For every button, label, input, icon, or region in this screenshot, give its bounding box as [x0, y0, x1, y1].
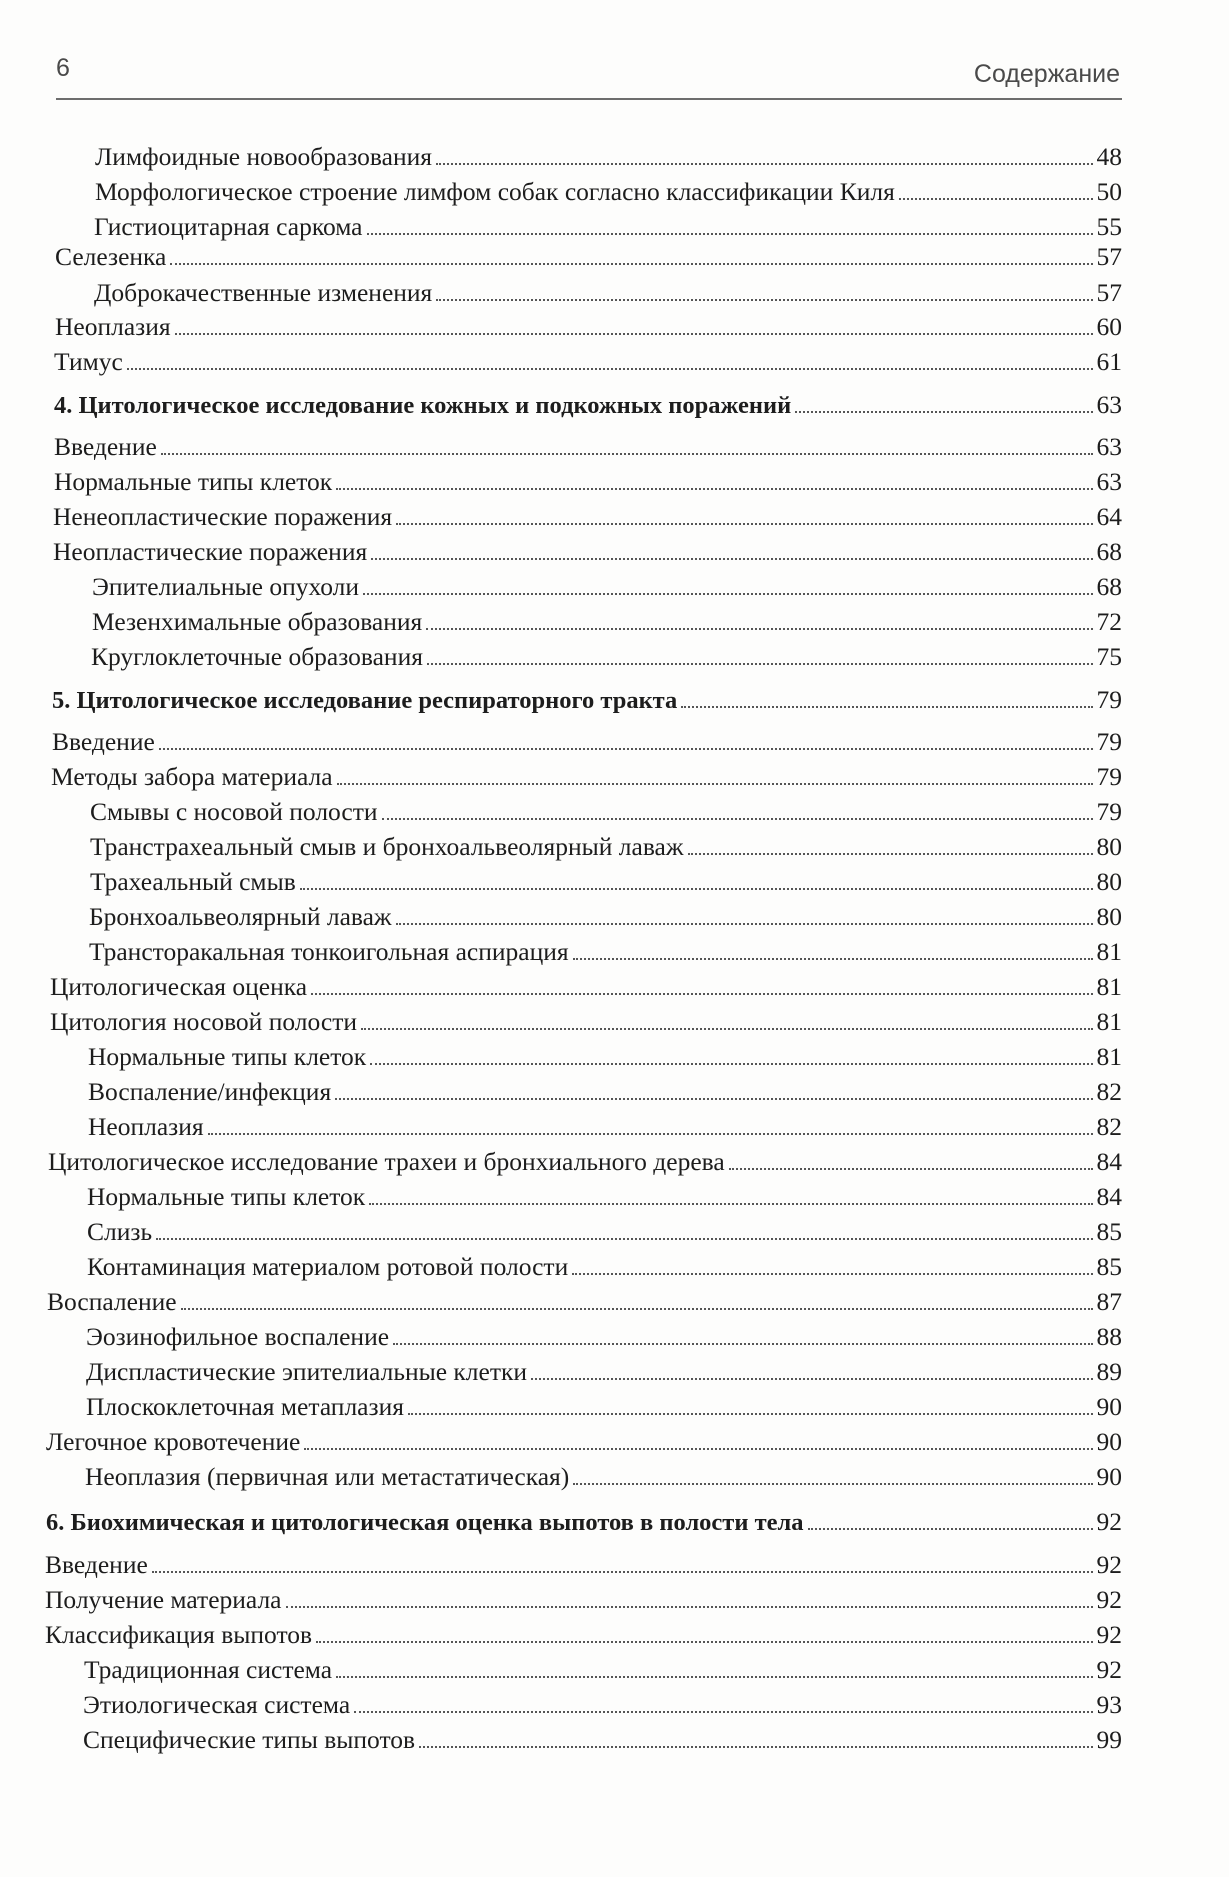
- toc-entry-page: 90: [1096, 1462, 1122, 1491]
- toc-entry: [88, 1112, 1122, 1142]
- toc-entry: [91, 642, 1122, 672]
- dot-leader: [370, 1062, 1092, 1065]
- toc-entry-title: Транстрахеальный смыв и бронхоальвеолярный лаваж: [90, 832, 684, 861]
- toc-entry: [87, 1182, 1122, 1212]
- toc-entry-title: Доброкачественные изменения: [94, 278, 433, 307]
- toc-entry-title: Эозинофильное воспаление: [86, 1322, 390, 1351]
- toc-entry: [87, 1252, 1122, 1282]
- toc-entry-page: 72: [1096, 607, 1122, 636]
- toc-entry: [89, 902, 1122, 932]
- toc-entry-page: 48: [1096, 142, 1122, 171]
- toc-entry-title: Нормальные типы клеток: [88, 1042, 367, 1071]
- toc-entry-title: Лимфоидные новообразования: [95, 142, 432, 171]
- toc-entry-page: 92: [1096, 1655, 1122, 1684]
- toc-entry-page: 89: [1096, 1357, 1122, 1386]
- dot-leader: [304, 1447, 1092, 1450]
- toc-entry: [88, 1077, 1122, 1107]
- toc-entry: [48, 1147, 1122, 1177]
- toc-entry-title: Цитологическая оценка: [50, 972, 308, 1001]
- toc-entry-page: 92: [1096, 1620, 1122, 1649]
- toc-entry-title: Смывы с носовой полости: [90, 797, 378, 826]
- toc-entry-title: Трахеальный смыв: [90, 867, 296, 896]
- toc-entry-page: 75: [1096, 642, 1122, 671]
- toc-entry-page: 80: [1096, 832, 1122, 861]
- toc-entry-page: 93: [1096, 1690, 1122, 1719]
- toc-entry-title: Нормальные типы клеток: [54, 467, 333, 496]
- toc-entry-page: 82: [1096, 1077, 1122, 1106]
- toc-entry-title: 6. Биохимическая и цитологическая оценка выпотов в полости тела: [46, 1509, 804, 1536]
- toc-entry: [85, 1462, 1122, 1492]
- dot-leader: [436, 162, 1093, 165]
- toc-entry: [84, 1655, 1122, 1685]
- toc-entry-title: Введение: [54, 432, 157, 461]
- dot-leader: [367, 232, 1093, 235]
- dot-leader: [393, 1342, 1092, 1345]
- toc-entry-page: 85: [1096, 1217, 1122, 1246]
- toc-entry: [54, 467, 1122, 497]
- dot-leader: [572, 1272, 1092, 1275]
- dot-leader: [354, 1710, 1092, 1713]
- dot-leader: [300, 887, 1093, 890]
- toc-entry-title: Гистиоцитарная саркома: [94, 212, 363, 241]
- toc-entry-title: Неоплазия: [55, 312, 171, 341]
- toc-entry-page: 92: [1096, 1550, 1122, 1579]
- toc-entry-title: Неоплазия (первичная или метастатическая): [85, 1462, 570, 1491]
- toc-entry: [54, 432, 1122, 462]
- dot-leader: [170, 262, 1092, 265]
- dot-leader: [795, 410, 1092, 413]
- dot-leader: [396, 522, 1092, 525]
- toc-entry-title: Селезенка: [55, 242, 167, 271]
- toc-chapter-entry: [46, 1507, 1122, 1538]
- toc-entry-page: 90: [1096, 1392, 1122, 1421]
- toc-entry-page: 84: [1096, 1147, 1122, 1176]
- running-title: Содержание: [973, 60, 1120, 88]
- toc-entry: [45, 1585, 1122, 1615]
- toc-entry-page: 85: [1096, 1252, 1122, 1281]
- toc-entry: [46, 1427, 1122, 1457]
- toc-entry-page: 68: [1096, 537, 1122, 566]
- toc-entry: [45, 1550, 1122, 1580]
- dot-leader: [363, 592, 1092, 595]
- toc-entry-page: 81: [1096, 972, 1122, 1001]
- dot-leader: [573, 1482, 1092, 1485]
- toc-entry-page: 79: [1096, 762, 1122, 791]
- toc-entry-title: Круглоклеточные образования: [91, 642, 423, 671]
- toc-entry-title: Тимус: [54, 347, 123, 376]
- toc-entry: [47, 1287, 1122, 1317]
- toc-entry: [94, 212, 1122, 242]
- toc-entry: [92, 607, 1122, 637]
- toc-entry: [87, 1217, 1122, 1247]
- toc-entry-title: Неопластические поражения: [53, 537, 368, 566]
- toc-entry-title: Мезенхимальные образования: [92, 607, 423, 636]
- toc-entry-page: 79: [1096, 797, 1122, 826]
- toc-entry-title: Неоплазия: [88, 1112, 204, 1141]
- toc-entry: [86, 1322, 1122, 1352]
- toc-entry: [50, 972, 1122, 1002]
- toc-entry-page: 92: [1096, 1507, 1122, 1536]
- toc-entry-title: Цитология носовой полости: [50, 1007, 357, 1036]
- toc-entry-title: 4. Цитологическое исследование кожных и подкожных поражений: [54, 392, 792, 419]
- toc-entry-page: 57: [1096, 278, 1122, 307]
- dot-leader: [899, 197, 1093, 200]
- dot-leader: [311, 992, 1092, 995]
- toc-entry-title: Введение: [52, 727, 155, 756]
- dot-leader: [426, 627, 1092, 630]
- dot-leader: [436, 298, 1092, 301]
- toc-entry-page: 63: [1096, 390, 1122, 419]
- toc-entry-title: Цитологическое исследование трахеи и бронхиального дерева: [48, 1147, 725, 1176]
- toc-chapter-entry: [54, 390, 1122, 421]
- toc-entry-page: 64: [1096, 502, 1122, 531]
- toc-entry: [53, 502, 1122, 532]
- toc-entry-title: Морфологическое строение лимфом собак согласно классификации Киля: [95, 177, 895, 206]
- toc-entry-page: 84: [1096, 1182, 1122, 1211]
- dot-leader: [419, 1745, 1092, 1748]
- toc-entry-page: 81: [1096, 1007, 1122, 1036]
- toc-entry: [86, 1357, 1122, 1387]
- toc-entry-page: 60: [1096, 312, 1122, 341]
- toc-entry: [89, 937, 1122, 967]
- toc-entry-title: Получение материала: [45, 1585, 282, 1614]
- toc-entry: [88, 1042, 1122, 1072]
- toc-entry-title: Методы забора материала: [51, 762, 333, 791]
- toc-entry-page: 92: [1096, 1585, 1122, 1614]
- page-number: 6: [56, 54, 70, 82]
- toc-entry: [53, 537, 1122, 567]
- toc-entry-title: Ненеопластические поражения: [53, 502, 393, 531]
- toc-entry-title: Плоскоклеточная метаплазия: [86, 1392, 404, 1421]
- toc-entry: [90, 867, 1122, 897]
- toc-entry-title: Нормальные типы клеток: [87, 1182, 366, 1211]
- toc-entry-page: 87: [1096, 1287, 1122, 1316]
- dot-leader: [337, 782, 1093, 785]
- dot-leader: [361, 1027, 1093, 1030]
- dot-leader: [336, 1675, 1092, 1678]
- toc-entry: [50, 1007, 1122, 1037]
- toc-entry-title: Бронхоальвеолярный лаваж: [89, 902, 392, 931]
- toc-entry-page: 99: [1096, 1725, 1122, 1754]
- toc-entry-page: 82: [1096, 1112, 1122, 1141]
- toc-entry-page: 61: [1096, 347, 1122, 376]
- dot-leader: [316, 1640, 1092, 1643]
- toc-entry-page: 90: [1096, 1427, 1122, 1456]
- toc-entry: [94, 278, 1122, 308]
- dot-leader: [156, 1237, 1092, 1240]
- dot-leader: [729, 1167, 1093, 1170]
- dot-leader: [369, 1202, 1092, 1205]
- dot-leader: [531, 1377, 1092, 1380]
- toc-entry-page: 80: [1096, 867, 1122, 896]
- toc-entry-title: Диспластические эпителиальные клетки: [86, 1357, 528, 1386]
- toc-entry: [52, 727, 1122, 757]
- toc-chapter-entry: [52, 685, 1122, 716]
- dot-leader: [152, 1570, 1093, 1573]
- toc-entry: [51, 762, 1122, 792]
- dot-leader: [286, 1605, 1093, 1608]
- toc-entry-page: 81: [1096, 937, 1122, 966]
- toc-entry: [55, 312, 1122, 342]
- toc-entry-page: 80: [1096, 902, 1122, 931]
- toc-entry: [90, 797, 1122, 827]
- toc-entry-page: 79: [1096, 727, 1122, 756]
- toc-entry-page: 88: [1096, 1322, 1122, 1351]
- toc-entry-title: Трансторакальная тонкоигольная аспирация: [89, 937, 569, 966]
- dot-leader: [208, 1132, 1093, 1135]
- toc-entry-title: Слизь: [87, 1217, 153, 1246]
- toc-entry-title: Воспаление: [47, 1287, 177, 1316]
- dot-leader: [371, 557, 1092, 560]
- toc-entry: [95, 177, 1122, 207]
- toc-entry-page: 63: [1096, 432, 1122, 461]
- toc-entry-page: 57: [1096, 242, 1122, 271]
- dot-leader: [336, 487, 1092, 490]
- dot-leader: [382, 817, 1093, 820]
- toc-entry: [55, 242, 1122, 272]
- dot-leader: [181, 1307, 1093, 1310]
- dot-leader: [808, 1527, 1093, 1530]
- toc-entry-title: 5. Цитологическое исследование респираторного тракта: [52, 687, 678, 714]
- dot-leader: [159, 747, 1093, 750]
- toc-entry-title: Этиологическая система: [83, 1690, 351, 1719]
- dot-leader: [408, 1412, 1093, 1415]
- dot-leader: [681, 705, 1092, 708]
- dot-leader: [396, 922, 1093, 925]
- dot-leader: [127, 367, 1093, 370]
- toc-entry-title: Классификация выпотов: [45, 1620, 313, 1649]
- dot-leader: [427, 662, 1093, 665]
- toc-entry-title: Введение: [45, 1550, 148, 1579]
- toc-entry-page: 55: [1096, 212, 1122, 241]
- toc-entry-page: 63: [1096, 467, 1122, 496]
- dot-leader: [335, 1097, 1092, 1100]
- toc-entry: [86, 1392, 1122, 1422]
- dot-leader: [161, 452, 1093, 455]
- toc-entry-page: 68: [1096, 572, 1122, 601]
- toc-entry: [90, 832, 1122, 862]
- dot-leader: [573, 957, 1093, 960]
- toc-entry: [95, 142, 1122, 172]
- toc-entry-title: Воспаление/инфекция: [88, 1077, 332, 1106]
- toc-entry: [92, 572, 1122, 602]
- toc-entry: [83, 1690, 1122, 1720]
- dot-leader: [688, 852, 1093, 855]
- toc-entry-page: 50: [1096, 177, 1122, 206]
- toc-entry-title: Традиционная система: [84, 1655, 333, 1684]
- toc-entry-page: 81: [1096, 1042, 1122, 1071]
- toc-entry: [83, 1725, 1122, 1755]
- toc-entry-page: 79: [1096, 685, 1122, 714]
- toc-entry: [45, 1620, 1122, 1650]
- toc-entry-title: Легочное кровотечение: [46, 1427, 301, 1456]
- toc-entry-title: Контаминация материалом ротовой полости: [87, 1252, 569, 1281]
- toc-entry-title: Специфические типы выпотов: [83, 1725, 416, 1754]
- toc-entry-title: Эпителиальные опухоли: [92, 572, 360, 601]
- toc-entry: [54, 347, 1122, 377]
- dot-leader: [175, 332, 1093, 335]
